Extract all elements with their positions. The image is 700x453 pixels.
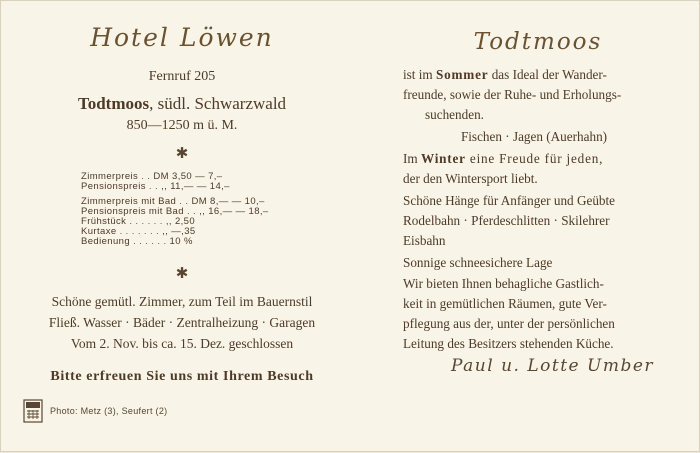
price-label: Zimmerpreis <box>81 171 139 182</box>
publisher-logo-icon <box>23 399 43 423</box>
price-row <box>81 182 341 192</box>
text: ist im <box>403 67 436 82</box>
town-title: Todtmoos <box>473 29 603 55</box>
text-line: keit in gemütlichen Räumen, gute Ver- <box>403 296 607 311</box>
price-value: ,, 2,50 <box>165 216 196 227</box>
altitude: 850—1250 m ü. M. <box>126 118 238 133</box>
text-line: Leitung des Besitzers stehenden Küche. <box>403 336 614 351</box>
text-line: Eisbahn <box>403 233 446 248</box>
price-value: ,, —,35 <box>162 226 196 237</box>
summer-word: Sommer <box>435 67 489 82</box>
photo-credit: Photo: Metz (3), Seufert (2) <box>50 406 168 416</box>
text-line: der den Wintersport liebt. <box>403 171 538 186</box>
leader-dots: . . . . . . <box>130 236 170 247</box>
leader-dots: . . <box>183 206 200 217</box>
leader-dots: . . . . . . <box>126 216 166 227</box>
leader-dots: . . <box>138 171 154 182</box>
winter-line <box>403 149 665 169</box>
text-line: Schöne Hänge für Anfänger und Geübte <box>403 193 616 208</box>
price-value: ,, 16,— — 18,– <box>199 206 269 217</box>
owner-signature: Paul u. Lotte Umber <box>451 356 655 376</box>
snow-line: Sonnige schneesichere Lage <box>403 255 553 270</box>
price-label: Zimmerpreis mit Bad <box>81 196 177 207</box>
closure-notice: Vom 2. Nov. bis ca. 15. Dez. geschlossen <box>70 336 294 351</box>
text-line: Wir bieten Ihnen behagliche Gastlich- <box>403 276 604 291</box>
winter-word: Winter <box>420 151 466 166</box>
text-line: freunde, sowie der Ruhe- und Erholungs- <box>403 87 622 102</box>
summer-line <box>403 65 665 85</box>
activities-line: Fischen · Jagen (Auerhahn) <box>460 129 608 144</box>
leader-dots: . . . . . . . <box>116 226 163 237</box>
amenities-line: Schöne gemütl. Zimmer, zum Teil im Bauernstil <box>51 294 313 309</box>
text-line: suchenden. <box>425 107 484 122</box>
price-label: Frühstück <box>81 216 127 227</box>
price-value: 10 % <box>169 236 193 247</box>
price-value: DM 3,50 — 7,– <box>153 171 223 182</box>
leader-dots: . . <box>145 181 162 192</box>
text: eine Freude für jeden, <box>465 151 604 166</box>
right-column <box>403 1 673 453</box>
amenities-line: Fließ. Wasser · Bäder · Zentralheizung · Garagen <box>48 315 316 330</box>
price-label: Pensionspreis <box>81 181 146 192</box>
star-ornament-icon: ✱ <box>175 146 189 162</box>
town-name: Todtmoos <box>77 94 150 113</box>
phone-number: Fernruf 205 <box>148 69 216 84</box>
hotel-name: Hotel Löwen <box>90 23 274 52</box>
text: Im <box>403 151 421 166</box>
price-row <box>81 237 341 247</box>
price-label: Kurtaxe <box>81 226 117 237</box>
left-column <box>1 1 363 453</box>
leader-dots: . . <box>176 196 192 207</box>
price-label: Bedienung <box>81 236 131 247</box>
star-ornament-icon: ✱ <box>175 266 189 282</box>
price-label: Pensionspreis mit Bad <box>81 206 184 217</box>
price-list <box>81 172 341 247</box>
price-value: DM 8,— — 10,– <box>191 196 265 207</box>
text-line: pflegung aus der, unter der persönlichen <box>403 316 615 331</box>
price-value: ,, 11,— — 14,– <box>161 181 230 192</box>
room-amenities <box>1 291 363 354</box>
text-line: Rodelbahn · Pferdeschlitten · Skilehrer <box>403 213 610 228</box>
town-line <box>1 94 363 114</box>
invitation: Bitte erfreuen Sie uns mit Ihrem Besuch <box>50 369 314 384</box>
region: , südl. Schwarzwald <box>149 94 287 113</box>
text: das Ideal der Wander- <box>488 67 607 82</box>
